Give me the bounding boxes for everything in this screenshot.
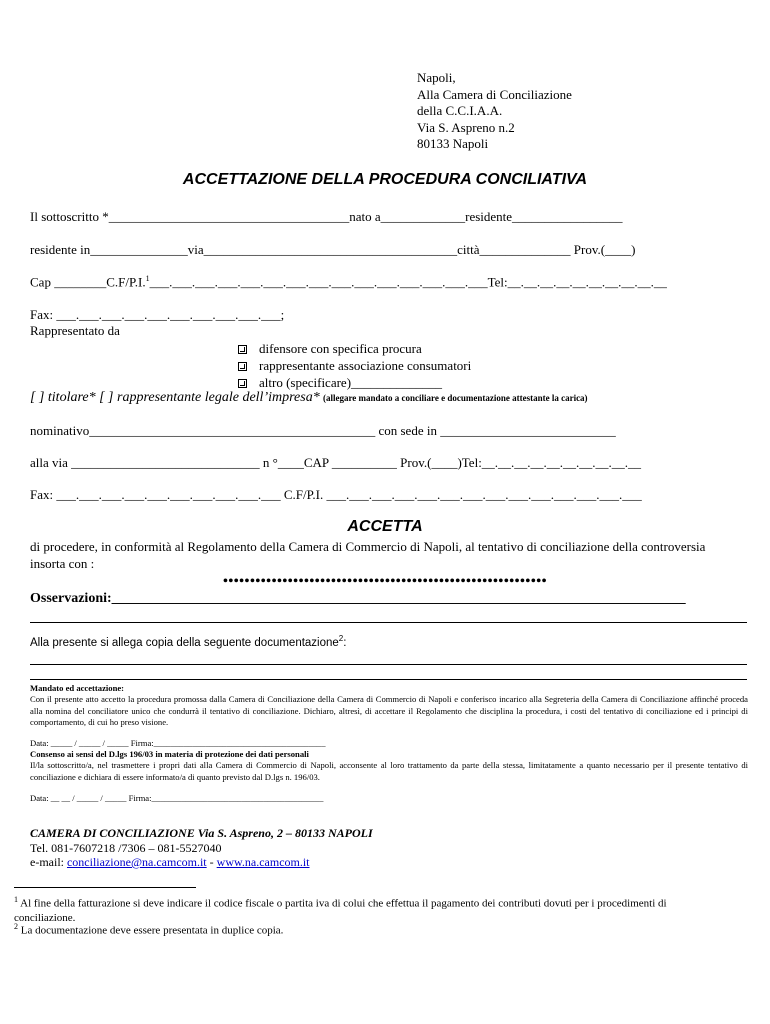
email-link[interactable]: conciliazione@na.camcom.it xyxy=(66,855,207,869)
form-row-fax: Fax: ___.___.___.___.___.___.___.___.___.___; xyxy=(30,307,285,322)
website-link[interactable]: www.na.camcom.it xyxy=(216,855,310,869)
blank-line xyxy=(30,622,747,623)
accetta-heading: ACCETTA xyxy=(347,518,423,535)
cf-fields: ___.___.___.___.___.___.___.___.___.___.___.___.___.___.___Tel:__.__.__.__.__.__.__.__.__.__ xyxy=(149,274,667,290)
titolare-note: (allegare mandato a conciliare e documentazione attestante la carica) xyxy=(322,393,588,403)
checkbox-icon[interactable] xyxy=(238,362,247,371)
representation-options xyxy=(238,340,471,391)
form-row-residenza: residente in_______________via_______________________________________città______________ Prov.(____) xyxy=(30,242,636,257)
blank-line xyxy=(30,679,747,680)
contact-footer xyxy=(30,826,373,870)
osservazioni-field[interactable]: Osservazioni:__________________________________________________________________________________ xyxy=(30,591,686,606)
mandato-signature[interactable]: Data: _____ / _____ / _____ Firma:________________________________________ xyxy=(30,738,326,748)
cap-label: Cap ________C.F/P.I. xyxy=(30,274,146,290)
form-row-rappresentato: Rappresentato da xyxy=(30,323,120,338)
blank-line xyxy=(30,664,747,665)
form-row-titolare xyxy=(30,389,588,406)
consenso-signature[interactable]: Data: __ __ / _____ / _____ Firma:________________________________________ xyxy=(30,793,324,803)
checkbox-icon[interactable] xyxy=(238,379,247,388)
accetta-text: di procedere, in conformità al Regolamento della Camera di Commercio di Napoli, al tentativo di conciliazione della controversia insorta con : xyxy=(30,539,706,571)
option-altro[interactable]: altro (specificare)______________ xyxy=(238,374,471,391)
form-row-nominativo: nominativo____________________________________________ con sede in ___________________________ xyxy=(30,423,616,438)
footnote-ref-2: 2 xyxy=(338,634,344,643)
allega-text: Alla presente si allega copia della seguente documentazione$^2$: xyxy=(30,634,347,649)
recipient-address xyxy=(417,70,572,153)
consenso-heading: Consenso ai sensi del D.lgs 196/03 in materia di protezione dei dati personali xyxy=(30,749,309,759)
form-row-fax-cf: Fax: ___.___.___.___.___.___.___.___.___.___ C.F/P.I. ___.___.___.___.___.___.___.___.___.___.___.___.___.___ xyxy=(30,487,642,502)
org-phone: Tel. 081-7607218 /7306 – 081-5527040 xyxy=(30,840,222,855)
mandato-text: Con il presente atto accetto la procedura promossa dalla Camera di Conciliazione della Camera di Commercio di Napoli e conferisco incarico alla Segreteria della Camera di Conciliazione affinché proceda alla nomina del conciliatore unico che condurrà il tentativo di conciliazione. Dichiaro, altresì, di accettare il Regolamento che disciplina la procedura, i costi del tentativo di conciliazione ed i principi di comportamento, di cui ho preso visione. xyxy=(30,694,748,727)
address-line: Via S. Aspreno n.2 xyxy=(417,119,515,135)
consenso-text: Il/la sottoscritto/a, nel trasmettere i propri dati alla Camera di Commercio di Napoli, acconsente al loro trattamento da parte della stessa, limitatamente a quanto necessario per il presente tentativo di conciliazione e dichiara di essere informato/a di quanto previsto dal D.lgs n. 196/03. xyxy=(30,760,748,782)
form-row-cap xyxy=(30,274,667,290)
mandato-heading: Mandato ed accettazione: xyxy=(30,683,125,693)
titolare-options[interactable]: [ ] titolare* [ ] rappresentante legale dell’impresa* xyxy=(30,390,320,405)
form-row-sottoscritto: Il sottoscritto *_____________________________________nato a_____________residente_________________ xyxy=(30,209,623,224)
document-title: ACCETTAZIONE DELLA PROCEDURA CONCILIATIVA xyxy=(182,171,588,188)
org-address: CAMERA DI CONCILIAZIONE Via S. Aspreno, 2 – 80133 NAPOLI xyxy=(30,826,373,840)
form-row-via: alla via _____________________________ n °____CAP __________ Prov.(____)Tel:__.__.__.__.__.__.__.__.__.__ xyxy=(30,455,642,470)
address-line: della C.C.I.A.A. xyxy=(417,103,503,118)
footnote-separator xyxy=(14,887,196,888)
checkbox-icon[interactable] xyxy=(238,345,247,354)
footnote-ref-1: 1 xyxy=(145,274,150,283)
option-difensore[interactable]: difensore con specifica procura xyxy=(238,340,471,357)
footnote-2: $^2$ La documentazione deve essere presentata in duplice copia. xyxy=(14,922,284,937)
footnote-1: $^1$ Al fine della fatturazione si deve indicare il codice fiscale o partita iva di colui che effettua il pagamento dei contributi dovuti per i procedimenti di conciliazione. xyxy=(14,895,667,924)
address-line: Napoli, xyxy=(417,70,456,85)
option-associazione[interactable]: rappresentante associazione consumatori xyxy=(238,357,471,374)
address-line: Alla Camera di Conciliazione xyxy=(417,86,572,102)
address-line: 80133 Napoli xyxy=(417,136,489,151)
org-email-line: e-mail: conciliazione@na.camcom.it - www.na.camcom.it xyxy=(30,855,310,869)
dotted-line: •••••••••••••••••••••••••••••••••••••••••••••••••••••••••••• xyxy=(222,574,548,589)
